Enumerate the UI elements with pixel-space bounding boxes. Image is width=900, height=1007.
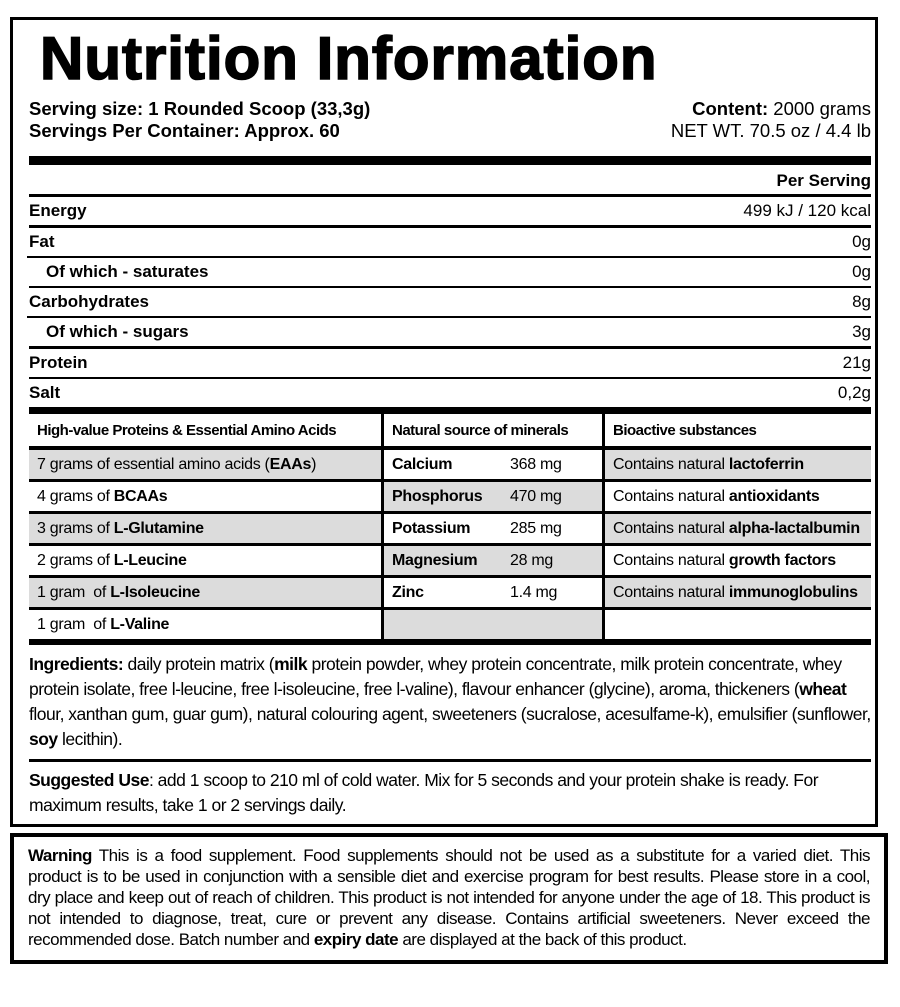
- warning-text: This is a food supplement. Food supplements should not be used as a substitute for a varied diet. This product is to be used in conjunction with a sensible diet and exercise program for best results. Please store in a cool, dry place and keep out of reach of children. This product is not intended for anyone under the age of 18. This product is not intended to diagnose, treat, cure or prevent any disease. Contains artificial sweeteners. Never exceed the recommended dose. Batch number and: [28, 846, 870, 949]
- table-row: [29, 610, 871, 639]
- amino-cell: [29, 482, 381, 511]
- thick-divider-bar: [29, 407, 871, 414]
- amino-text: ): [311, 456, 317, 473]
- bioactive-cell: [602, 450, 871, 479]
- ingredients-text: lecithin).: [57, 729, 123, 749]
- table-row: [29, 450, 871, 479]
- warning-text: are displayed at the back of this product.: [398, 930, 687, 949]
- amino-cell: [29, 610, 381, 639]
- amino-text: 1 gram of: [37, 584, 111, 601]
- bioactive-bold-text: growth factors: [728, 552, 836, 569]
- content-amount-text: [671, 98, 871, 120]
- bioactive-text: Contains natural: [613, 456, 729, 473]
- content-label: Content:: [692, 98, 769, 119]
- mineral-amount: 368 mg: [510, 456, 562, 473]
- bioactive-cell: [602, 578, 871, 607]
- allergen-milk: milk: [274, 654, 308, 674]
- allergen-soy: soy: [29, 729, 58, 749]
- amino-bold-text: L-Isoleucine: [110, 584, 200, 601]
- bioactive-text: Contains natural: [613, 520, 729, 537]
- bioactive-text: Contains natural: [613, 488, 729, 505]
- nutrient-row-saturates: [29, 258, 871, 286]
- thick-divider-bar: [29, 156, 871, 165]
- column-header-amino: High-value Proteins & Essential Amino Acids: [29, 414, 381, 446]
- mineral-cell: [381, 450, 602, 479]
- nutrient-value: 0g: [852, 261, 871, 281]
- expiry-date-label: expiry date: [313, 930, 399, 949]
- nutrient-value: 8g: [852, 292, 871, 311]
- nutrient-row-protein: [29, 349, 871, 377]
- nutrient-row-carbohydrates: [29, 288, 871, 316]
- amino-bold-text: L-Leucine: [113, 552, 187, 569]
- amino-text: 3 grams of: [37, 520, 114, 537]
- mineral-cell: [381, 578, 602, 607]
- mineral-name: Phosphorus: [392, 488, 483, 505]
- nutrient-label: Salt: [29, 383, 61, 402]
- nutrition-label-panel: [10, 17, 878, 827]
- mineral-name: Potassium: [392, 520, 471, 537]
- bioactive-text: Contains natural: [613, 552, 729, 569]
- amino-bold-text: EAAs: [269, 456, 312, 473]
- bioactive-bold-text: alpha-lactalbumin: [728, 520, 860, 537]
- mineral-amount: 470 mg: [510, 488, 562, 505]
- servings-per-container-text: Servings Per Container: Approx. 60: [29, 120, 340, 141]
- table-row: [29, 514, 871, 543]
- bioactive-cell: [602, 546, 871, 575]
- nutrient-label: Protein: [29, 352, 88, 372]
- nutrient-label: Energy: [29, 201, 87, 220]
- bioactive-bold-text: immunoglobulins: [728, 584, 858, 601]
- warning-label: Warning: [28, 846, 92, 865]
- ingredients-paragraph: [29, 652, 871, 752]
- amino-bold-text: BCAAs: [113, 488, 168, 505]
- nutrient-value: 0,2g: [837, 383, 871, 402]
- bioactive-cell-empty: [602, 610, 871, 639]
- amino-text: 2 grams of: [37, 552, 114, 569]
- nutrient-value: 0g: [852, 231, 871, 251]
- mineral-amount: 285 mg: [510, 520, 562, 537]
- bioactive-cell: [602, 514, 871, 543]
- serving-info-row: [29, 98, 871, 142]
- nutrient-row-fat: [29, 228, 871, 256]
- serving-size-text: Serving size: 1 Rounded Scoop (33,3g): [29, 98, 371, 119]
- nutrient-value: 21g: [842, 352, 871, 372]
- bioactive-text: Contains natural: [613, 584, 729, 601]
- net-weight-text: NET WT. 70.5 oz / 4.4 lb: [670, 120, 871, 141]
- amino-cell: [29, 546, 381, 575]
- column-header-minerals: Natural source of minerals: [381, 414, 602, 446]
- suggested-use-text: : add 1 scoop to 210 ml of cold water. Mix for 5 seconds and your protein shake is ready. For maximum results, take 1 or 2 servings daily.: [29, 770, 819, 815]
- mineral-cell-empty: [381, 610, 602, 639]
- bioactive-bold-text: lactoferrin: [728, 456, 804, 473]
- amino-text: 1 gram of: [37, 616, 111, 633]
- table-header-row: [29, 414, 871, 446]
- page-title: Nutrition Information: [40, 25, 658, 92]
- table-row: [29, 482, 871, 511]
- mineral-amount: 1.4 mg: [510, 584, 558, 601]
- suggested-use-label: Suggested Use: [29, 770, 149, 790]
- nutrient-label: Fat: [29, 231, 55, 251]
- mineral-cell: [381, 482, 602, 511]
- mineral-cell: [381, 546, 602, 575]
- nutrient-row-salt: [29, 379, 871, 407]
- nutrient-row-energy: [29, 197, 871, 225]
- warning-panel: [10, 833, 888, 964]
- thick-divider-bar: [29, 639, 871, 645]
- mineral-name: Calcium: [392, 456, 453, 473]
- mineral-cell: [381, 514, 602, 543]
- amino-bold-text: L-Valine: [110, 616, 170, 633]
- nutrient-value: 499 kJ / 120 kcal: [743, 201, 871, 220]
- per-serving-header: Per Serving: [776, 171, 871, 190]
- ingredients-label: Ingredients:: [29, 654, 124, 674]
- suggested-use-paragraph: [29, 768, 871, 818]
- content-value: 2000 grams: [768, 98, 871, 119]
- nutrient-label: Of which - sugars: [46, 322, 189, 341]
- mineral-name: Magnesium: [392, 552, 478, 569]
- amino-cell: [29, 578, 381, 607]
- amino-text: 4 grams of: [37, 488, 114, 505]
- amino-bold-text: L-Glutamine: [113, 520, 204, 537]
- mineral-amount: 28 mg: [510, 552, 553, 569]
- divider: [29, 759, 871, 762]
- column-header-bioactive: Bioactive substances: [602, 414, 871, 446]
- allergen-wheat: wheat: [799, 679, 847, 699]
- serving-info: [29, 98, 370, 142]
- ingredients-text: protein powder, whey protein concentrate, milk protein concentrate, whey protein isolate, free l-leucine, free l-isoleucine, free l-valine), flavour enhancer (glycine), aroma, thickeners (: [29, 654, 842, 699]
- amino-minerals-bioactive-table: [29, 414, 871, 645]
- amino-text: 7 grams of essential amino acids (: [37, 456, 270, 473]
- ingredients-text: flour, xanthan gum, guar gum), natural colouring agent, sweeteners (sucralose, acesulfame-k), emulsifier (sunflower,: [29, 704, 871, 724]
- table-row: [29, 578, 871, 607]
- nutrient-label: Of which - saturates: [46, 261, 209, 281]
- nutrient-row-sugars: [29, 318, 871, 346]
- mineral-name: Zinc: [392, 584, 424, 601]
- bioactive-bold-text: antioxidants: [728, 488, 820, 505]
- ingredients-text: daily protein matrix (: [123, 654, 275, 674]
- nutrient-value: 3g: [852, 322, 871, 341]
- content-info: [671, 98, 871, 142]
- table-row: [29, 546, 871, 575]
- amino-cell: [29, 514, 381, 543]
- nutrient-label: Carbohydrates: [29, 292, 149, 311]
- amino-cell: [29, 450, 381, 479]
- bioactive-cell: [602, 482, 871, 511]
